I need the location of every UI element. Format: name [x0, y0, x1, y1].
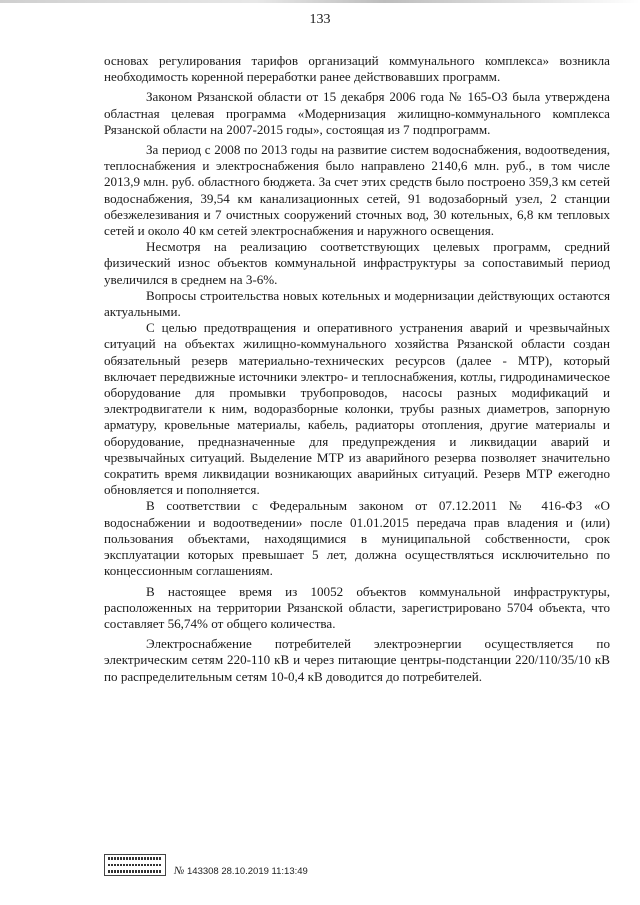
document-body	[104, 53, 610, 685]
number-sign: №	[174, 865, 185, 877]
paragraph-6: С целью предотвращения и оперативного устранения аварий и чрезвычайных ситуаций на объектах жилищно-коммунального хозяйства Рязанской области создан обязательный резерв материально-технических ресурсов (далее - МТР), который включает передвижные источники электро- и теплоснабжения, котлы, гидродинамическое оборудование для промывки трубопроводов, насосы разных модификаций и электродвигатели к ним, водоразборные колонки, трубы разных диаметров, запорную арматуру, кровельные материалы, кабель, радиаторы отопления, другие материалы и оборудование, предназначенные для предупреждения и ликвидации аварий и чрезвычайных ситуаций. Выделение МТР из аварийного резерва позволяет значительно сократить время ликвидации возникающих аварийных ситуаций. Резерв МТР ежегодно обновляется и пополняется.	[104, 320, 610, 498]
paragraph-1: основах регулирования тарифов организаций коммунального комплекса» возникла необходимость коренной переработки ранее действовавших программ.	[104, 53, 610, 85]
paragraph-3: За период с 2008 по 2013 годы на развитие систем водоснабжения, водоотведения, теплоснабжения и электроснабжения было направлено 2140,6 млн. руб., в том числе 2013,9 млн. руб. областного бюджета. За счет этих средств было построено 359,3 км сетей водоснабжения, 39,54 км канализационных сетей, 91 водозаборный узел, 2 станции обезжелезивания и 7 очистных сооружений сточных вод, 30 котельных, 6,8 км тепловых сетей и около 40 км сетей электроснабжения и наружного освещения.	[104, 142, 610, 239]
paragraph-5: Вопросы строительства новых котельных и модернизации действующих остаются актуальными.	[104, 287, 610, 320]
paragraph-9: Электроснабжение потребителей электроэнергии осуществляется по электрическим сетям 220-110 кВ и через питающие центры-подстанции 220/110/35/10 кВ по распределительным сетям 10-0,4 кВ доводится до потребителей.	[104, 636, 610, 684]
page-number: 133	[309, 12, 331, 27]
registration-mark	[174, 865, 308, 877]
document-footer	[104, 852, 604, 880]
scan-edge	[0, 0, 640, 3]
paragraph-7: В соответствии с Федеральным законом от 07.12.2011 № 416-ФЗ «О водоснабжении и водоотведении» после 01.01.2015 передача прав владения и (или) пользования объектами, находящимися в муниципальной собственности, срок эксплуатации которых превышает 5 лет, должна осуществляться исключительно по концессионным соглашениям.	[104, 498, 610, 579]
paragraph-8: В настоящее время из 10052 объектов коммунальной инфраструктуры, расположенных на территории Рязанской области, зарегистрировано 5704 объекта, что составляет 56,74% от общего количества.	[104, 583, 610, 631]
paragraph-4: Несмотря на реализацию соответствующих целевых программ, средний физический износ объектов коммунальной инфраструктуры за сопоставимый период увеличился в среднем на 3-6%.	[104, 239, 610, 287]
paragraph-2: Законом Рязанской области от 15 декабря 2006 года № 165-ОЗ была утверждена областная целевая программа «Модернизация жилищно-коммунального комплекса Рязанской области на 2007-2015 годы», состоящая из 7 подпрограмм.	[104, 89, 610, 137]
registry-stamp-icon	[104, 854, 166, 876]
registration-number-datetime: 143308 28.10.2019 11:13:49	[187, 866, 308, 877]
